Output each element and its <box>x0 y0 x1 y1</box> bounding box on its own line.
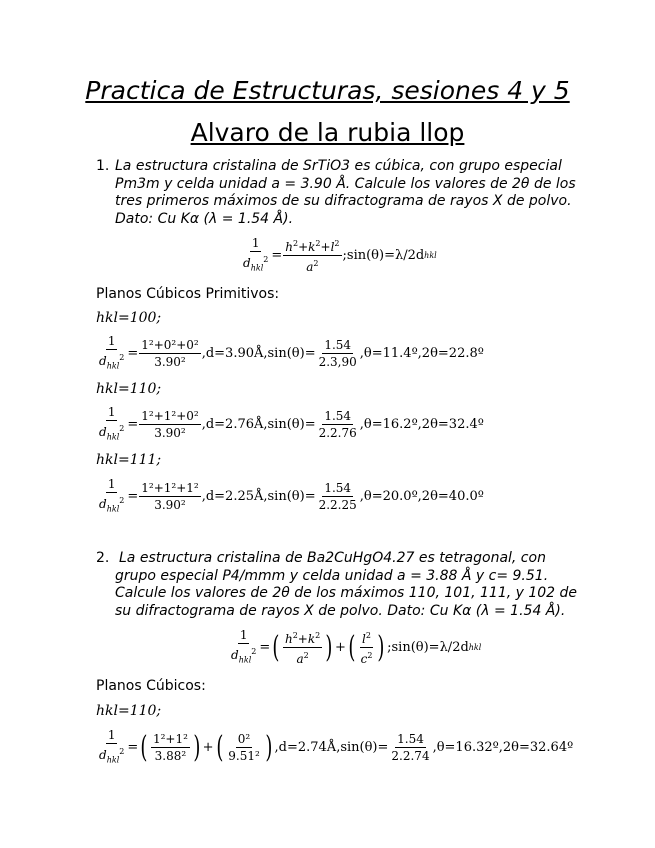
q1-number: 1. <box>96 158 110 174</box>
frac-den: 3.90² <box>154 498 186 513</box>
theta-result: ,θ=16.2º,2θ=32.4º <box>359 417 484 433</box>
sin-den: 2.2.74 <box>391 749 430 764</box>
frac-den: 3.88² <box>154 749 187 764</box>
q1-line: La estructura cristalina de SrTiO3 es cúbica, con grupo especial <box>115 158 562 174</box>
sin-num: 1.54 <box>397 732 424 747</box>
q1-statement <box>115 158 576 228</box>
sin-den: 2.3,90 <box>318 355 357 370</box>
frac-den: 3.90² <box>154 355 186 370</box>
q2-number: 2. <box>96 550 110 566</box>
hkl-label: hkl=100; <box>96 310 162 326</box>
frac-num: 1²+1²+1² <box>141 481 199 496</box>
q2-line: su difractograma de rayos X de polvo. Dato: Cu Kα (λ = 1.54 Å). <box>115 602 566 619</box>
q2-line: Calcule los valores de 2θ de los máximos 110, 101, 111, y 102 de <box>115 585 578 601</box>
page-title: Practica de Estructuras, sesiones 4 y 5 <box>85 76 570 105</box>
d-result: ,d=2.74Å,sin(θ)= <box>274 740 389 756</box>
q1-planes-label: Planos Cúbicos Primitivos: <box>96 286 280 302</box>
theta-result: ,θ=16.32º,2θ=32.64º <box>432 740 574 756</box>
sin-den: 2.2.25 <box>318 498 357 513</box>
hkl-label: hkl=110; <box>96 381 162 397</box>
q2-statement <box>115 550 577 620</box>
calc-row: $\frac{1}{d_{hkl}^2}$ = $\frac{\text{1²+0²+0²}}{\text{3.90²}}$ ,d=3.90Å,sin(θ)= $\frac{1.54}{2.3,90}$ ,θ=11.4º,2θ=22.8º <box>99 334 484 371</box>
d-result: ,d=2.76Å,sin(θ)= <box>201 417 316 433</box>
q1-line: tres primeros máximos de su difractograma de rayos X de polvo. <box>115 193 572 209</box>
sin-num: 1.54 <box>324 481 352 496</box>
sin-num: 1.54 <box>324 409 352 424</box>
hkl-label: hkl=111; <box>96 452 162 468</box>
frac-num: 1²+1² <box>152 732 188 747</box>
frac-den: 9.51² <box>228 749 260 764</box>
formula-tail: ;sin(θ)=λ/2d <box>387 640 469 656</box>
sin-num: 1.54 <box>324 338 352 353</box>
d-result: ,d=2.25Å,sin(θ)= <box>201 489 316 505</box>
q2-line: La estructura cristalina de Ba2CuHgO4.27 es tetragonal, con <box>119 550 546 566</box>
author-name: Alvaro de la rubia llop <box>190 118 465 147</box>
sin-den: 2.2.76 <box>318 426 357 441</box>
formula-tail: ;sin(θ)=λ/2d <box>342 248 425 264</box>
q2-planes-label: Planos Cúbicos: <box>96 678 206 694</box>
frac-num: 1²+0²+0² <box>141 338 199 353</box>
frac-den: 3.90² <box>154 426 186 441</box>
q1-line: Dato: Cu Kα (λ = 1.54 Å). <box>115 210 294 227</box>
frac-num: 1²+1²+0² <box>141 409 199 424</box>
calc-row: $\frac{1}{d_{hkl}^2}$ = $\frac{\text{1²+1²+1²}}{\text{3.90²}}$ ,d=2.25Å,sin(θ)= $\frac{1.54}{2.2.25}$ ,θ=20.0º,2θ=40.0º <box>99 477 484 514</box>
theta-result: ,θ=20.0º,2θ=40.0º <box>359 489 484 505</box>
calc-row: $\frac{1}{d_{hkl}^2}$ = $\frac{\text{1²+1²+0²}}{\text{3.90²}}$ ,d=2.76Å,sin(θ)= $\frac{1.54}{2.2.76}$ ,θ=16.2º,2θ=32.4º <box>99 405 484 442</box>
q1-line: Pm3m y celda unidad a = 3.90 Å. Calcule los valores de 2θ de los <box>115 175 576 192</box>
hkl-label: hkl=110; <box>96 703 162 719</box>
q2-bragg-formula: $\frac{1}{d_{hkl}^2}$ = ( $\frac{h^2+k^2}{a^2}$ ) + ( $\frac{l^2}{c^2}$ ) ;sin(θ)=λ/2d hkl <box>231 628 482 667</box>
theta-result: ,θ=11.4º,2θ=22.8º <box>359 346 484 362</box>
frac-num: 0² <box>237 732 251 747</box>
q1-bragg-formula: $\frac{1}{d_{hkl}^2}$ = $\frac{h^2+k^2+l^2}{a^2}$ ;sin(θ)=λ/2d hkl <box>243 236 437 275</box>
q2-line: grupo especial P4/mmm y celda unidad a = 3.88 Å y c= 9.51. <box>115 567 549 584</box>
d-result: ,d=3.90Å,sin(θ)= <box>201 346 316 362</box>
calc-row: $\frac{1}{d_{hkl}^2}$ = ( $\frac{\text{1²+1²}}{\text{3.88²}}$ ) + ( $\frac{\text{0²}}{\text{9.51²}}$ ) ,d=2.74Å,sin(θ)= $\frac{1.54}{2.2.74}$ ,θ=16.32º,2θ=32.64º <box>99 728 574 765</box>
